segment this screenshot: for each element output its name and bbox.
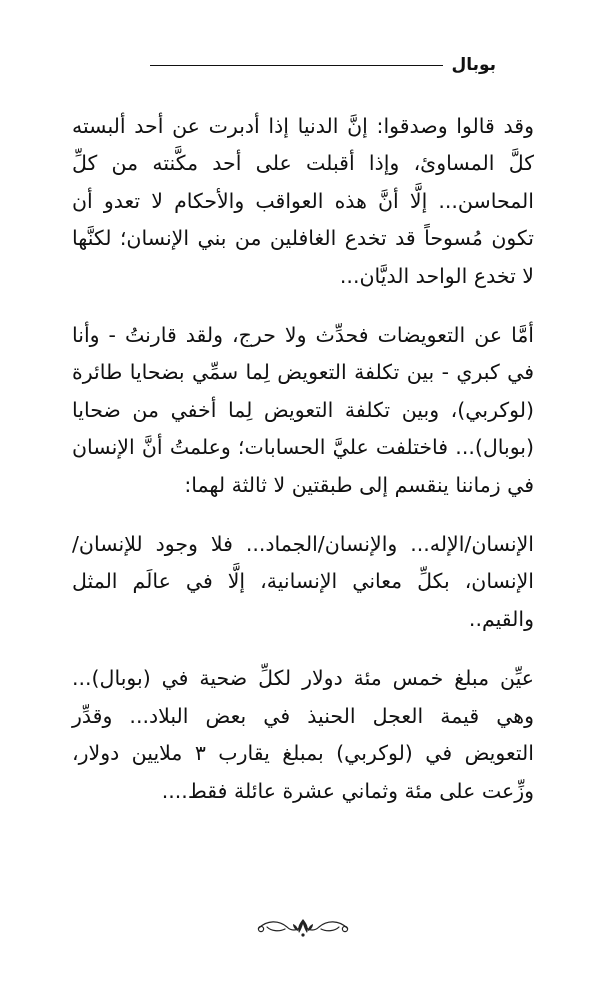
body-text	[72, 108, 534, 832]
header-rule	[150, 65, 443, 66]
paragraph-4: عيِّن مبلغ خمس مئة دولار لكلِّ ضحية في (بوبال)... وهي قيمة العجل الحنيذ في بعض البلاد... وقدِّر التعويض في (لوكربي) بمبلغ يقارب ٣ ملايين دولار، وزِّعت على مئة وثماني عشرة عائلة فقط....	[72, 666, 534, 803]
paragraph-3: الإنسان/الإله... والإنسان/الجماد... فلا وجود للإنسان/الإنسان، بكلِّ معاني الإنسانية، إلَّا في عالَم المثل والقيم..	[72, 532, 534, 631]
paragraph-1: وقد قالوا وصدقوا: إنَّ الدنيا إذا أدبرت عن أحد ألبسته كلَّ المساوئ، وإذا أقبلت على أحد مكَّنته من كلِّ المحاسن... إلَّا أنَّ هذه العواقب والأحكام لا تعدو أن تكون مُسوحاً قد تخدع الغافلين من بني الإنسان؛ لكنَّها لا تخدع الواحد الديَّان...	[72, 114, 534, 288]
page-header	[150, 50, 496, 80]
floral-divider-icon	[253, 915, 353, 939]
paragraph-2: أمَّا عن التعويضات فحدِّث ولا حرج، ولقد قارنتُ - وأنا في كبري - بين تكلفة التعويض لِما سمِّي بضحايا طائرة (لوكربي)، وبين تكلفة التعويض لِما أخفي من ضحايا (بوبال)... فاختلفت عليَّ الحسابات؛ وعلمتُ أنَّ الإنسان في زماننا ينقسم إلى طبقتين لا ثالثة لهما:	[72, 323, 534, 497]
header-title: بوبال	[451, 55, 496, 75]
